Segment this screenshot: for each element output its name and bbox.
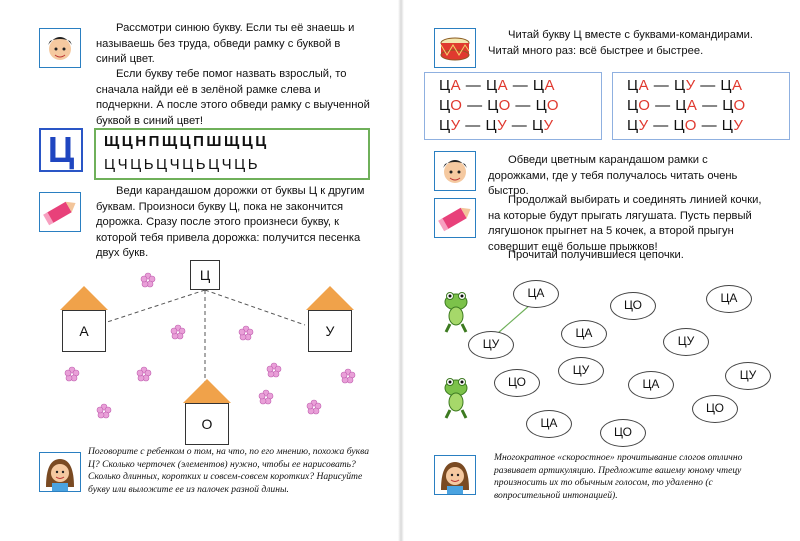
lily-pad-9[interactable]: ЦА	[628, 371, 674, 399]
letter-row-1: ЩЦНПЩЦПШЩЦЦ	[104, 133, 269, 150]
syllable-line-3: ЦУ — ЦУ — ЦУ	[439, 117, 554, 134]
lily-pad-12[interactable]: ЦА	[526, 410, 572, 438]
lily-pad-1[interactable]: ЦА	[513, 280, 559, 308]
right-paragraph-1: Читай букву Ц вместе с буквами-командирами. Читай много раз: всё быстрее и быстрее.	[488, 29, 754, 57]
lily-pad-11[interactable]: ЦО	[692, 395, 738, 423]
mother-face-icon-2	[434, 455, 476, 495]
lily-pad-5[interactable]: ЦА	[561, 320, 607, 348]
syllable-line-5: ЦО — ЦА — ЦО	[627, 97, 746, 114]
instruction-paragraph-3: Веди карандашом дорожки от буквы Ц к другим буквам. Произноси букву Ц, пока не закончится дорожка. Сразу после этого произнеси букву, к которой тебя привела дорожка: получится песенка двух букв.	[96, 185, 365, 259]
house-o-letter: О	[185, 403, 229, 445]
syllable-line-4: ЦА — ЦУ — ЦА	[627, 77, 743, 94]
teacher-note: Многократное «скоростное» прочитывание слогов отлично развивает артикуляцию. Предложите вашему юному чтецу произносить их то обычным голосом, то удаленно (с вопросительной интонацией).	[494, 452, 743, 501]
syllable-line-6: ЦУ — ЦО — ЦУ	[627, 117, 744, 134]
lily-pad-3[interactable]: ЦА	[706, 285, 752, 313]
center-letter-box[interactable]: Ц	[190, 260, 220, 290]
instruction-paragraph-1: Рассмотри синюю букву. Если ты её знаешь и называешь без труда, обведи рамку с буквой в синий цвет.	[96, 22, 355, 65]
letter-row-2: ЦЧЦЬЦЧЦЬЦЧЦЬ	[104, 156, 261, 173]
lily-pad-4[interactable]: ЦУ	[468, 331, 514, 359]
right-paragraph-3: Продолжай выбирать и соединять линией кочки, на которые будут прыгать лягушата. Пусть первый лягушонок прыгнет на 5 кочек, а второй прыгун совершит ещё больше прыжков!	[488, 194, 762, 253]
lily-pad-13[interactable]: ЦО	[600, 419, 646, 447]
lily-pad-8[interactable]: ЦУ	[558, 357, 604, 385]
house-u-letter: У	[308, 310, 352, 352]
instruction-paragraph-2: Если букву тебе помог назвать взрослый, то сначала найди её в зелёной рамке слева и подчеркни. А после этого обведи рамку с выученной буквой в синий цвет!	[96, 68, 370, 127]
syllable-line-1: ЦА — ЦА — ЦА	[439, 77, 556, 94]
lily-pad-10[interactable]: ЦУ	[725, 362, 771, 390]
house-a-letter: А	[62, 310, 106, 352]
lily-pad-7[interactable]: ЦО	[494, 369, 540, 397]
syllable-line-2: ЦО — ЦО — ЦО	[439, 97, 560, 114]
right-paragraph-2: Обведи цветным карандашом рамки с дорожками, где у тебя получалось читать очень быстро.	[488, 154, 738, 197]
lily-pad-2[interactable]: ЦО	[610, 292, 656, 320]
parent-note: Поговорите с ребенком о том, на что, по его мнению, похожа буква Ц? Сколько черточек (элементов) нужно, чтобы ее нарисовать? Сколько длинных, коротких и совсем-совсем коротких? Нарисуйте букву или выложите ее из палочек разной длины.	[88, 446, 370, 495]
big-letter-box[interactable]: Ц	[39, 128, 83, 172]
right-paragraph-4: Прочитай получившиеся цепочки.	[508, 249, 684, 261]
lily-pad-6[interactable]: ЦУ	[663, 328, 709, 356]
